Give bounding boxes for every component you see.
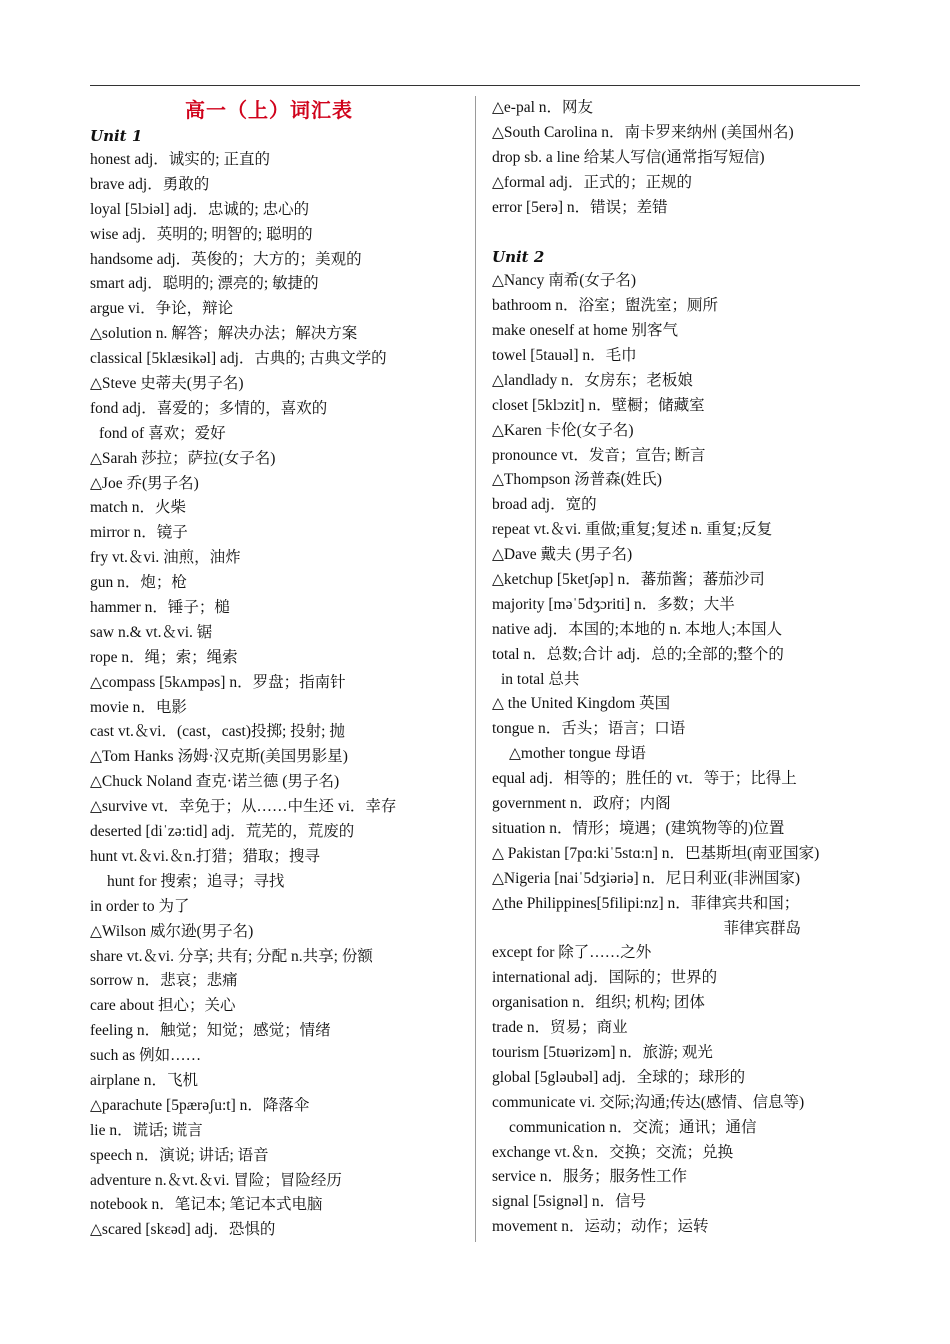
vocab-entry: global [5gləubəl] adj．全球的；球形的 — [492, 1068, 746, 1086]
vocab-entry: majority [məˈ5dʒɔriti] n．多数；大半 — [492, 595, 735, 613]
vocab-entry: △Wilson 威尔逊(男子名) — [90, 922, 254, 940]
vocab-entry: notebook n．笔记本; 笔记本式电脑 — [90, 1196, 323, 1214]
vocab-entry: △Karen 卡伦(女子名) — [492, 421, 634, 439]
vocab-entry: fry vt.＆vi. 油煎，油炸 — [90, 549, 241, 567]
vocab-entry: △the Philippines[5filipi:nz] n．菲律宾共和国； — [492, 894, 800, 912]
vocab-entry: honest adj．诚实的; 正直的 — [90, 151, 270, 168]
vocab-entry: △Steve 史蒂夫(男子名) — [90, 375, 244, 393]
unit1-continued-list — [492, 96, 857, 220]
unit2-heading: Unit 2 — [492, 248, 545, 267]
vocab-entry: △Dave 戴夫 (男子名) — [492, 546, 633, 564]
vocab-entry: cast vt.＆vi．(cast，cast)投掷; 投射; 抛 — [90, 723, 345, 741]
vocab-entry: gun n．炮；枪 — [90, 574, 187, 592]
vocab-entry: broad adj．宽的 — [492, 496, 597, 514]
vocab-entry: tongue n．舌头；语言；口语 — [492, 720, 686, 738]
vocab-entry: in total 总共 — [501, 670, 580, 688]
vocab-entry: repeat vt.＆vi. 重做;重复;复述 n. 重复;反复 — [492, 521, 773, 539]
vocab-entry: △parachute [5pærəʃu:t] n．降落伞 — [90, 1096, 310, 1114]
vocab-entry: hunt vt.＆vi.＆n.打猎；猎取；搜寻 — [90, 847, 320, 865]
vocab-entry: fond adj．喜爱的；多情的，喜欢的 — [90, 399, 328, 417]
vocab-entry: such as 例如…… — [90, 1047, 202, 1065]
vocab-entry: communicate vi. 交际;沟通;传达(感情、信息等) — [492, 1093, 805, 1111]
vocab-entry: lie n．谎话; 谎言 — [90, 1121, 203, 1139]
vocab-entry: feeling n．触觉；知觉；感觉；情绪 — [90, 1022, 331, 1040]
vocab-entry: △ Pakistan [7pɑ:kiˈ5stɑ:n] n．巴基斯坦(南亚国家) — [492, 844, 820, 862]
vocab-entry: △ the United Kingdom 英国 — [492, 695, 671, 713]
vocab-entry: signal [5signəl] n．信号 — [492, 1193, 647, 1211]
column-divider — [475, 96, 476, 1242]
vocab-entry: adventure n.＆vt.＆vi. 冒险；冒险经历 — [90, 1171, 342, 1189]
vocab-entry: drop sb. a line 给某人写信(通常指写短信) — [492, 148, 765, 166]
vocab-entry: △Thompson 汤普森(姓氏) — [492, 471, 662, 489]
vocab-entry: movie n．电影 — [90, 698, 187, 716]
vocab-entry: deserted [diˈzə:tid] adj．荒芜的，荒废的 — [90, 823, 355, 841]
vocab-entry: speech n．演说; 讲话; 语音 — [90, 1146, 269, 1164]
vocab-entry: movement n．运动；动作；运转 — [492, 1218, 709, 1236]
vocab-entry: △solution n. 解答；解决办法；解决方案 — [90, 325, 358, 343]
vocab-entry: equal adj．相等的；胜任的 vt．等于；比得上 — [492, 770, 797, 788]
vocab-entry: △Sarah 莎拉；萨拉(女子名) — [90, 449, 276, 467]
vocab-entry: brave adj．勇敢的 — [90, 175, 210, 193]
vocab-entry: towel [5tauəl] n．毛巾 — [492, 347, 637, 365]
vocab-entry: argue vi．争论，辩论 — [90, 300, 234, 318]
unit-gap — [492, 220, 857, 245]
vocab-entry: △compass [5kʌmpəs] n．罗盘；指南针 — [90, 673, 346, 691]
vocab-entry: exchange vt.＆n．交换；交流；兑换 — [492, 1143, 734, 1161]
vocab-entry: native adj．本国的;本地的 n. 本地人;本国人 — [492, 620, 783, 638]
vocab-entry: match n．火柴 — [90, 499, 186, 517]
unit1-heading: Unit 1 — [90, 127, 143, 145]
vocab-entry: except for 除了……之外 — [492, 944, 652, 962]
vocab-entry: trade n．贸易；商业 — [492, 1019, 628, 1037]
vocab-entry: △ketchup [5ketʃəp] n．蕃茄酱；蕃茄沙司 — [492, 571, 765, 589]
vocab-entry: classical [5klæsikəl] adj．古典的; 古典文学的 — [90, 350, 387, 368]
vocab-entry: △South Carolina n．南卡罗来纳州 (美国州名) — [492, 123, 794, 141]
vocab-entry: saw n.& vt.＆vi. 锯 — [90, 623, 213, 641]
vocab-entry: service n．服务；服务性工作 — [492, 1168, 688, 1186]
vocab-entry: tourism [5tuərizəm] n．旅游; 观光 — [492, 1043, 713, 1061]
vocab-entry: hammer n．锤子；槌 — [90, 599, 230, 617]
vocab-entry: △Joe 乔(男子名) — [90, 474, 199, 492]
vocab-entry: handsome adj．英俊的；大方的；美观的 — [90, 250, 362, 268]
vocab-entry: care about 担心；关心 — [90, 997, 236, 1015]
vocab-entry: bathroom n．浴室；盥洗室；厕所 — [492, 297, 719, 315]
vocab-entry: rope n．绳；索；绳索 — [90, 648, 238, 666]
page-title: 高一（上）词汇表 — [185, 98, 353, 122]
vocab-entry: smart adj．聪明的; 漂亮的; 敏捷的 — [90, 275, 319, 293]
vocab-entry: organisation n．组织; 机构; 团体 — [492, 994, 705, 1012]
vocab-entry: △landlady n．女房东；老板娘 — [492, 371, 693, 389]
unit1-list — [90, 148, 468, 1243]
vocab-entry: in order to 为了 — [90, 897, 190, 915]
right-column — [492, 96, 857, 1240]
unit2-list — [492, 269, 857, 1240]
vocab-entry: total n．总数;合计 adj．总的;全部的;整个的 — [492, 645, 784, 663]
vocab-entry: hunt for 搜索；追寻；寻找 — [107, 872, 285, 890]
vocab-entry: communication n．交流；通讯；通信 — [509, 1118, 757, 1136]
vocab-entry: mirror n．镜子 — [90, 524, 188, 542]
vocab-entry: sorrow n．悲哀；悲痛 — [90, 972, 238, 990]
vocab-entry: △scared [skɛəd] adj．恐惧的 — [90, 1221, 276, 1239]
left-column — [90, 96, 468, 1243]
vocab-entry: wise adj．英明的; 明智的; 聪明的 — [90, 225, 313, 243]
vocab-entry: loyal [5lɔiəl] adj．忠诚的; 忠心的 — [90, 200, 310, 218]
vocab-entry: △Chuck Noland 查克·诺兰德 (男子名) — [90, 773, 340, 791]
vocab-entry: situation n．情形；境遇；(建筑物等的)位置 — [492, 819, 785, 837]
vocab-entry: 菲律宾群岛 — [723, 919, 801, 937]
vocab-entry: make oneself at home 别客气 — [492, 322, 678, 340]
vocab-entry: error [5erə] n．错误；差错 — [492, 198, 668, 216]
vocab-entry: share vt.＆vi. 分享; 共有; 分配 n.共享; 份额 — [90, 947, 373, 965]
vocab-entry: △mother tongue 母语 — [509, 745, 646, 763]
vocab-entry: airplane n．飞机 — [90, 1071, 199, 1089]
vocab-entry: fond of 喜欢；爱好 — [99, 424, 226, 442]
vocab-entry: △e-pal n．网友 — [492, 99, 594, 116]
vocab-entry: △survive vt．幸免于；从……中生还 vi．幸存 — [90, 798, 397, 816]
vocab-entry: △Nancy 南希(女子名) — [492, 272, 637, 290]
vocab-entry: △Nigeria [naiˈ5dʒiəriə] n．尼日利亚(非洲国家) — [492, 869, 801, 887]
vocab-entry: pronounce vt．发音；宣告; 断言 — [492, 446, 706, 464]
vocab-entry: △formal adj．正式的；正规的 — [492, 173, 693, 191]
top-rule — [90, 85, 860, 86]
vocab-entry: government n．政府；内阁 — [492, 795, 671, 813]
vocab-entry: △Tom Hanks 汤姆·汉克斯(美国男影星) — [90, 748, 348, 766]
vocab-entry: international adj．国际的；世界的 — [492, 969, 718, 987]
vocab-entry: closet [5klɔzit] n．壁橱；储藏室 — [492, 396, 705, 414]
